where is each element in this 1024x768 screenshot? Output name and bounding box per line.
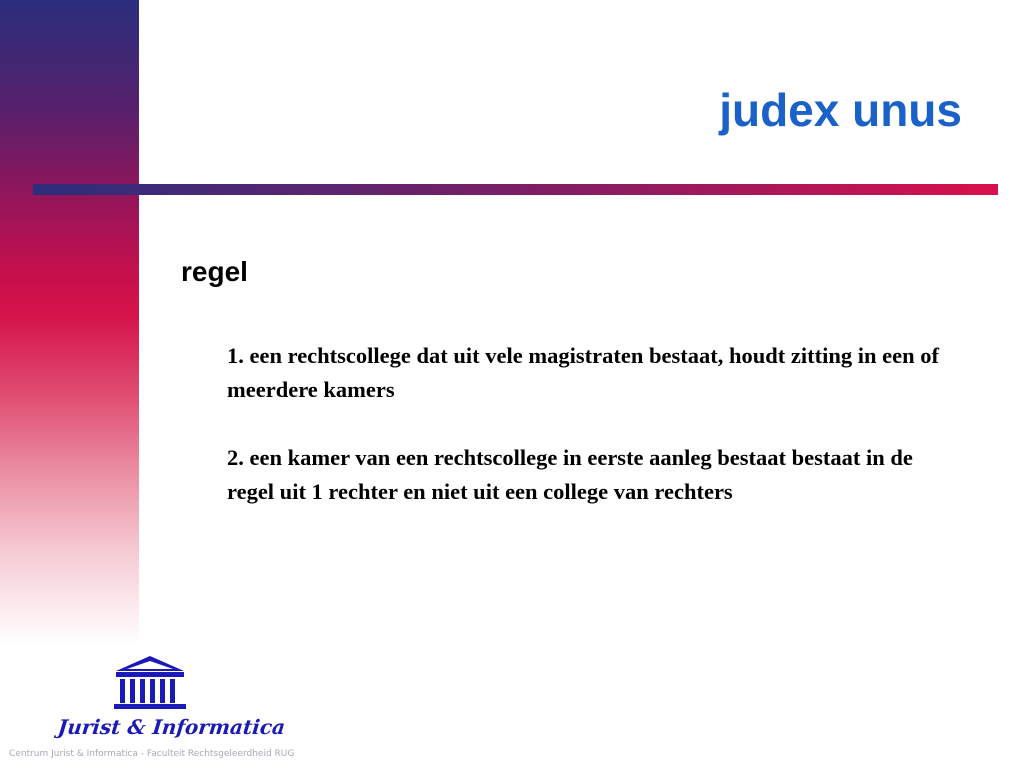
logo (56, 654, 287, 746)
logo-wordmark: Jurist & Informatica (56, 715, 287, 739)
section-heading: regel (181, 256, 248, 287)
side-gradient-band (0, 0, 139, 768)
footer-text: Centrum Jurist & Informatica - Faculteit Rechtsgeleerdheid RUG (9, 749, 295, 759)
courthouse-icon (110, 654, 190, 714)
rule-point-2: 2. een kamer van een rechtscollege in eerste aanleg bestaat bestaat in de regel uit 1 rechter en niet uit een college van rechters (227, 445, 913, 504)
rule-point-1: 1. een rechtscollege dat uit vele magistraten bestaat, houdt zitting in een of meerdere kamers (227, 343, 939, 402)
title-divider (33, 184, 998, 195)
slide-title: judex unus (719, 84, 962, 136)
